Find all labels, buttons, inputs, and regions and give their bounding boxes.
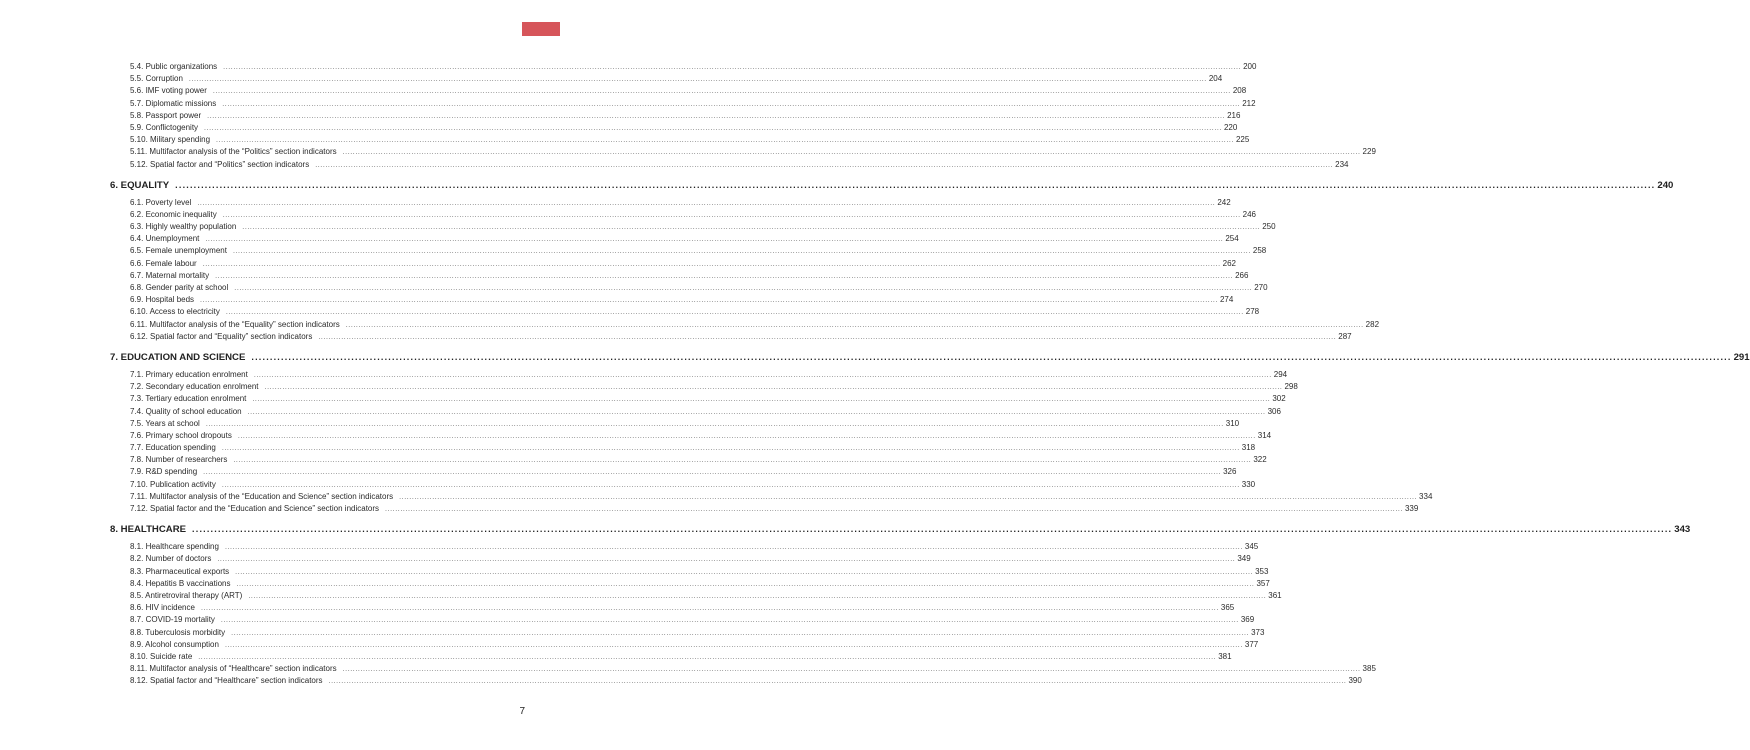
toc-entry-title: 7.1. Primary education enrolment [130, 369, 248, 379]
toc-entry[interactable] [110, 455, 1267, 467]
toc-entry-title: 7.12. Spatial factor and the “Education and Science” section indicators [130, 504, 380, 513]
toc-entry[interactable] [110, 382, 1298, 394]
toc-page-number: 343 [1674, 524, 1691, 536]
dot-leader: ................................................................................................................................................................................................................................................................................................................................................................................................................ [385, 506, 1403, 513]
dot-leader: ................................................................................................................................................................................................................................................................................................................................................................................................................ [242, 224, 1261, 232]
toc-entry[interactable] [110, 234, 1239, 246]
toc-entry-title: 6.9. Hospital beds [130, 295, 195, 305]
dot-leader: ................................................................................................................................................................................................................................................................................................................................................................................................................ [248, 592, 1267, 600]
toc-entry[interactable] [110, 639, 1259, 652]
dot-leader: ................................................................................................................................................................................................................................................................................................................................................................................................................ [175, 179, 1656, 190]
toc-page-number: 212 [1242, 98, 1256, 108]
toc-entry-title: 8.2. Number of doctors [130, 554, 212, 564]
dot-leader: ................................................................................................................................................................................................................................................................................................................................................................................................................ [197, 199, 1216, 207]
dot-leader: ................................................................................................................................................................................................................................................................................................................................................................................................................ [222, 100, 1241, 108]
toc-entry[interactable] [110, 651, 1232, 664]
toc-entry[interactable] [110, 319, 1380, 332]
dot-leader: ................................................................................................................................................................................................................................................................................................................................................................................................................ [221, 445, 1240, 453]
dot-leader: ................................................................................................................................................................................................................................................................................................................................................................................................................ [233, 457, 1252, 465]
toc-section-entry[interactable] [110, 524, 1691, 538]
toc-entry-title: 7.2. Secondary education enrolment [130, 382, 259, 392]
dot-leader: ................................................................................................................................................................................................................................................................................................................................................................................................................ [212, 88, 1231, 96]
toc-page-number: 377 [1244, 639, 1259, 649]
dot-leader: ................................................................................................................................................................................................................................................................................................................................................................................................................ [225, 309, 1244, 317]
toc-page-number: 291 [1733, 351, 1750, 363]
toc-entry-title: 6.8. Gender parity at school [130, 283, 229, 292]
toc-entry[interactable] [110, 258, 1236, 271]
toc-entry[interactable] [110, 443, 1256, 455]
toc-page-number: 204 [1208, 74, 1223, 84]
toc-page-number: 229 [1362, 147, 1376, 157]
toc-page-number: 345 [1244, 542, 1259, 552]
toc-page-number: 200 [1243, 62, 1257, 71]
toc-entry-title: 6.7. Maternal mortality [130, 270, 210, 280]
dot-leader: ................................................................................................................................................................................................................................................................................................................................................................................................................ [204, 124, 1222, 132]
toc-entry[interactable] [110, 295, 1234, 307]
toc-entry[interactable] [110, 147, 1376, 159]
toc-entry-title: 5.6. IMF voting power [130, 86, 207, 96]
toc-entry-title: 7.8. Number of researchers [130, 455, 228, 465]
dot-leader: ................................................................................................................................................................................................................................................................................................................................................................................................................ [342, 149, 1361, 157]
dot-leader: ................................................................................................................................................................................................................................................................................................................................................................................................................ [342, 666, 1361, 674]
dot-leader: ................................................................................................................................................................................................................................................................................................................................................................................................................ [318, 333, 1337, 341]
toc-page-number: 240 [1657, 179, 1674, 191]
toc-page-number: 250 [1262, 222, 1276, 232]
toc-entry[interactable] [110, 394, 1286, 406]
toc-entry-title: 6.3. Highly wealthy population [130, 222, 237, 232]
toc-page-number: 339 [1404, 504, 1419, 513]
toc-page-number: 298 [1284, 382, 1298, 392]
toc-section-title: 7. EDUCATION AND SCIENCE [110, 351, 246, 363]
dot-leader: ................................................................................................................................................................................................................................................................................................................................................................................................................ [192, 524, 1673, 535]
toc-page-number: 274 [1219, 295, 1234, 305]
toc-entry-title: 8.8. Tuberculosis morbidity [130, 627, 226, 637]
toc-entry[interactable] [110, 578, 1270, 591]
toc-entry[interactable] [110, 590, 1282, 603]
toc-page-number: 266 [1235, 270, 1249, 280]
dot-leader: ................................................................................................................................................................................................................................................................................................................................................................................................................ [203, 469, 1222, 477]
toc-entry[interactable] [110, 110, 1241, 123]
toc-entry-title: 8.10. Suicide rate [130, 651, 193, 661]
dot-leader: ................................................................................................................................................................................................................................................................................................................................................................................................................ [217, 556, 1236, 564]
toc-entry-title: 5.8. Passport power [130, 110, 202, 120]
toc-page-number: 294 [1273, 369, 1288, 379]
toc-page-number: 246 [1242, 209, 1257, 219]
dot-leader: ................................................................................................................................................................................................................................................................................................................................................................................................................ [345, 321, 1364, 329]
toc-entry[interactable] [110, 676, 1362, 688]
dot-leader: ................................................................................................................................................................................................................................................................................................................................................................................................................ [224, 641, 1243, 649]
dot-leader: ................................................................................................................................................................................................................................................................................................................................................................................................................ [235, 568, 1254, 576]
dot-leader: ................................................................................................................................................................................................................................................................................................................................................................................................................ [315, 161, 1334, 169]
toc-entry[interactable] [110, 627, 1265, 640]
dot-leader: ................................................................................................................................................................................................................................................................................................................................................................................................................ [264, 384, 1283, 392]
toc-entry[interactable] [110, 418, 1240, 431]
toc-entry[interactable] [110, 430, 1272, 443]
toc-entry[interactable] [110, 406, 1281, 419]
toc-entry-title: 8.7. COVID-19 mortality [130, 615, 215, 625]
dot-leader: ................................................................................................................................................................................................................................................................................................................................................................................................................ [252, 396, 1271, 404]
toc-page-number: 254 [1225, 234, 1239, 244]
dot-leader: ................................................................................................................................................................................................................................................................................................................................................................................................................ [224, 544, 1243, 552]
toc-page-number: 365 [1220, 603, 1235, 613]
dot-leader: ................................................................................................................................................................................................................................................................................................................................................................................................................ [222, 211, 1241, 219]
toc-page-number: 306 [1267, 406, 1281, 416]
toc-entry-title: 7.7. Education spending [130, 443, 216, 453]
page-corner-tab [522, 22, 560, 36]
toc-page-number: 225 [1235, 135, 1250, 145]
dot-leader: ................................................................................................................................................................................................................................................................................................................................................................................................................ [205, 236, 1224, 244]
toc-page-number: 270 [1254, 283, 1268, 292]
toc-entry[interactable] [110, 270, 1249, 283]
toc-entry-title: 7.5. Years at school [130, 418, 200, 428]
toc-page-number: 258 [1252, 246, 1267, 256]
toc-entry-title: 6.12. Spatial factor and “Equality” section indicators [130, 331, 313, 341]
toc-entry[interactable] [110, 98, 1256, 111]
table-of-contents [110, 62, 1750, 688]
toc-entry[interactable] [110, 135, 1250, 147]
toc-entry[interactable] [110, 566, 1269, 579]
toc-entry[interactable] [110, 491, 1433, 504]
toc-page-number: 334 [1419, 491, 1433, 501]
toc-entry[interactable] [110, 603, 1235, 615]
toc-entry-title: 7.9. R&D spending [130, 467, 198, 477]
toc-page-number: 208 [1232, 86, 1247, 96]
toc-entry-title: 8.12. Spatial factor and “Healthcare” section indicators [130, 676, 323, 686]
dot-leader: ................................................................................................................................................................................................................................................................................................................................................................................................................ [205, 420, 1224, 428]
toc-entry[interactable] [110, 197, 1231, 210]
toc-page-number: 369 [1240, 615, 1255, 625]
dot-leader: ................................................................................................................................................................................................................................................................................................................................................................................................................ [234, 285, 1253, 292]
toc-entry[interactable] [110, 542, 1259, 554]
toc-page-number: 302 [1272, 394, 1286, 404]
toc-page-number: 385 [1362, 664, 1376, 674]
dot-leader: ................................................................................................................................................................................................................................................................................................................................................................................................................ [231, 629, 1250, 637]
toc-page-number: 287 [1338, 331, 1352, 341]
dot-leader: ................................................................................................................................................................................................................................................................................................................................................................................................................ [207, 112, 1226, 120]
toc-entry-title: 5.10. Military spending [130, 135, 211, 145]
toc-entry-title: 6.4. Unemployment [130, 234, 200, 244]
toc-page-number: 330 [1241, 479, 1256, 489]
toc-page-number: 242 [1217, 197, 1231, 207]
toc-entry-title: 5.5. Corruption [130, 74, 183, 84]
toc-entry-title: 8.9. Alcohol consumption [130, 639, 219, 649]
toc-entry-title: 5.11. Multifactor analysis of the “Politics” section indicators [130, 147, 337, 157]
toc-entry-title: 7.6. Primary school dropouts [130, 430, 232, 440]
toc-entry-title: 7.10. Publication activity [130, 479, 216, 489]
dot-leader: ................................................................................................................................................................................................................................................................................................................................................................................................................ [200, 605, 1219, 613]
dot-leader: ................................................................................................................................................................................................................................................................................................................................................................................................................ [200, 297, 1218, 305]
toc-entry-title: 6.1. Poverty level [130, 197, 192, 207]
dot-leader: ................................................................................................................................................................................................................................................................................................................................................................................................................ [202, 260, 1221, 268]
dot-leader: ................................................................................................................................................................................................................................................................................................................................................................................................................ [223, 64, 1242, 71]
toc-page-number: 361 [1268, 590, 1282, 600]
toc-entry[interactable] [110, 222, 1276, 234]
toc-page-number: 381 [1218, 651, 1232, 661]
toc-entry-title: 5.9. Conflictogenity [130, 122, 199, 132]
toc-entry[interactable] [110, 209, 1257, 222]
toc-entry[interactable] [110, 554, 1251, 566]
toc-page-number: 278 [1245, 307, 1260, 317]
toc-page-number: 282 [1365, 319, 1380, 329]
toc-entry-title: 8.3. Pharmaceutical exports [130, 566, 230, 576]
toc-section-title: 8. HEALTHCARE [110, 524, 187, 536]
toc-page-number: 353 [1255, 566, 1269, 576]
toc-entry[interactable] [110, 246, 1267, 258]
toc-entry-title: 7.11. Multifactor analysis of the “Education and Science” section indicators [130, 491, 394, 501]
toc-page-number: 390 [1348, 676, 1362, 686]
toc-page-number: 326 [1223, 467, 1237, 477]
toc-entry-title: 7.4. Quality of school education [130, 406, 242, 416]
toc-entry[interactable] [110, 86, 1247, 98]
toc-page-number: 310 [1225, 418, 1240, 428]
toc-entry-title: 8.6. HIV incidence [130, 603, 195, 613]
toc-entry[interactable] [110, 74, 1223, 86]
toc-page-number: 318 [1241, 443, 1256, 453]
toc-entry[interactable] [110, 62, 1257, 74]
toc-entry-title: 8.5. Antiretroviral therapy (ART) [130, 590, 243, 600]
dot-leader: ................................................................................................................................................................................................................................................................................................................................................................................................................ [216, 137, 1234, 145]
toc-entry-title: 8.11. Multifactor analysis of “Healthcare” section indicators [130, 664, 337, 674]
toc-entry[interactable] [110, 664, 1376, 676]
dot-leader: ................................................................................................................................................................................................................................................................................................................................................................................................................ [220, 617, 1239, 625]
dot-leader: ................................................................................................................................................................................................................................................................................................................................................................................................................ [399, 493, 1418, 501]
dot-leader: ................................................................................................................................................................................................................................................................................................................................................................................................................ [188, 76, 1207, 84]
toc-entry-title: 7.3. Tertiary education enrolment [130, 394, 247, 404]
toc-page-number: 220 [1223, 122, 1238, 132]
toc-entry-title: 5.12. Spatial factor and “Politics” section indicators [130, 159, 310, 169]
toc-entry[interactable] [110, 479, 1256, 492]
toc-entry[interactable] [110, 331, 1352, 344]
toc-entry[interactable] [110, 504, 1419, 516]
toc-entry-title: 6.11. Multifactor analysis of the “Equality” section indicators [130, 319, 340, 329]
dot-leader: ................................................................................................................................................................................................................................................................................................................................................................................................................ [198, 653, 1217, 661]
page-number: 7 [519, 706, 525, 717]
dot-leader: ................................................................................................................................................................................................................................................................................................................................................................................................................ [237, 432, 1256, 440]
toc-entry-title: 6.2. Economic inequality [130, 209, 217, 219]
toc-section-entry[interactable] [110, 351, 1750, 366]
toc-entry-title: 8.4. Hepatitis B vaccinations [130, 578, 231, 588]
toc-page-number: 216 [1227, 110, 1241, 120]
dot-leader: ................................................................................................................................................................................................................................................................................................................................................................................................................ [232, 248, 1251, 256]
dot-leader: ................................................................................................................................................................................................................................................................................................................................................................................................................ [236, 580, 1255, 588]
toc-entry-title: 5.7. Diplomatic missions [130, 98, 217, 108]
toc-entry-title: 6.6. Female labour [130, 258, 197, 268]
toc-page-number: 262 [1222, 258, 1236, 268]
toc-section-title: 6. EQUALITY [110, 179, 170, 191]
toc-section-entry[interactable] [110, 179, 1674, 194]
dot-leader: ................................................................................................................................................................................................................................................................................................................................................................................................................ [251, 351, 1732, 362]
toc-page-number: 357 [1256, 578, 1270, 588]
dot-leader: ................................................................................................................................................................................................................................................................................................................................................................................................................ [247, 408, 1266, 416]
dot-leader: ................................................................................................................................................................................................................................................................................................................................................................................................................ [221, 481, 1240, 489]
toc-entry[interactable] [110, 122, 1238, 135]
toc-entry-title: 8.1. Healthcare spending [130, 542, 219, 552]
toc-entry-title: 5.4. Public organizations [130, 62, 218, 71]
toc-entry[interactable] [110, 615, 1255, 627]
toc-entry[interactable] [110, 159, 1349, 172]
toc-page-number: 373 [1251, 627, 1265, 637]
toc-page-number: 349 [1237, 554, 1251, 564]
toc-page-number: 234 [1335, 159, 1349, 169]
toc-entry[interactable] [110, 307, 1260, 319]
toc-entry[interactable] [110, 283, 1268, 295]
toc-page-number: 322 [1253, 455, 1267, 465]
toc-page-number: 314 [1257, 430, 1272, 440]
toc-entry[interactable] [110, 467, 1237, 479]
toc-entry[interactable] [110, 369, 1288, 382]
dot-leader: ................................................................................................................................................................................................................................................................................................................................................................................................................ [328, 678, 1347, 686]
toc-entry-title: 6.10. Access to electricity [130, 307, 220, 317]
dot-leader: ................................................................................................................................................................................................................................................................................................................................................................................................................ [253, 371, 1272, 379]
toc-entry-title: 6.5. Female unemployment [130, 246, 227, 256]
dot-leader: ................................................................................................................................................................................................................................................................................................................................................................................................................ [215, 272, 1234, 280]
